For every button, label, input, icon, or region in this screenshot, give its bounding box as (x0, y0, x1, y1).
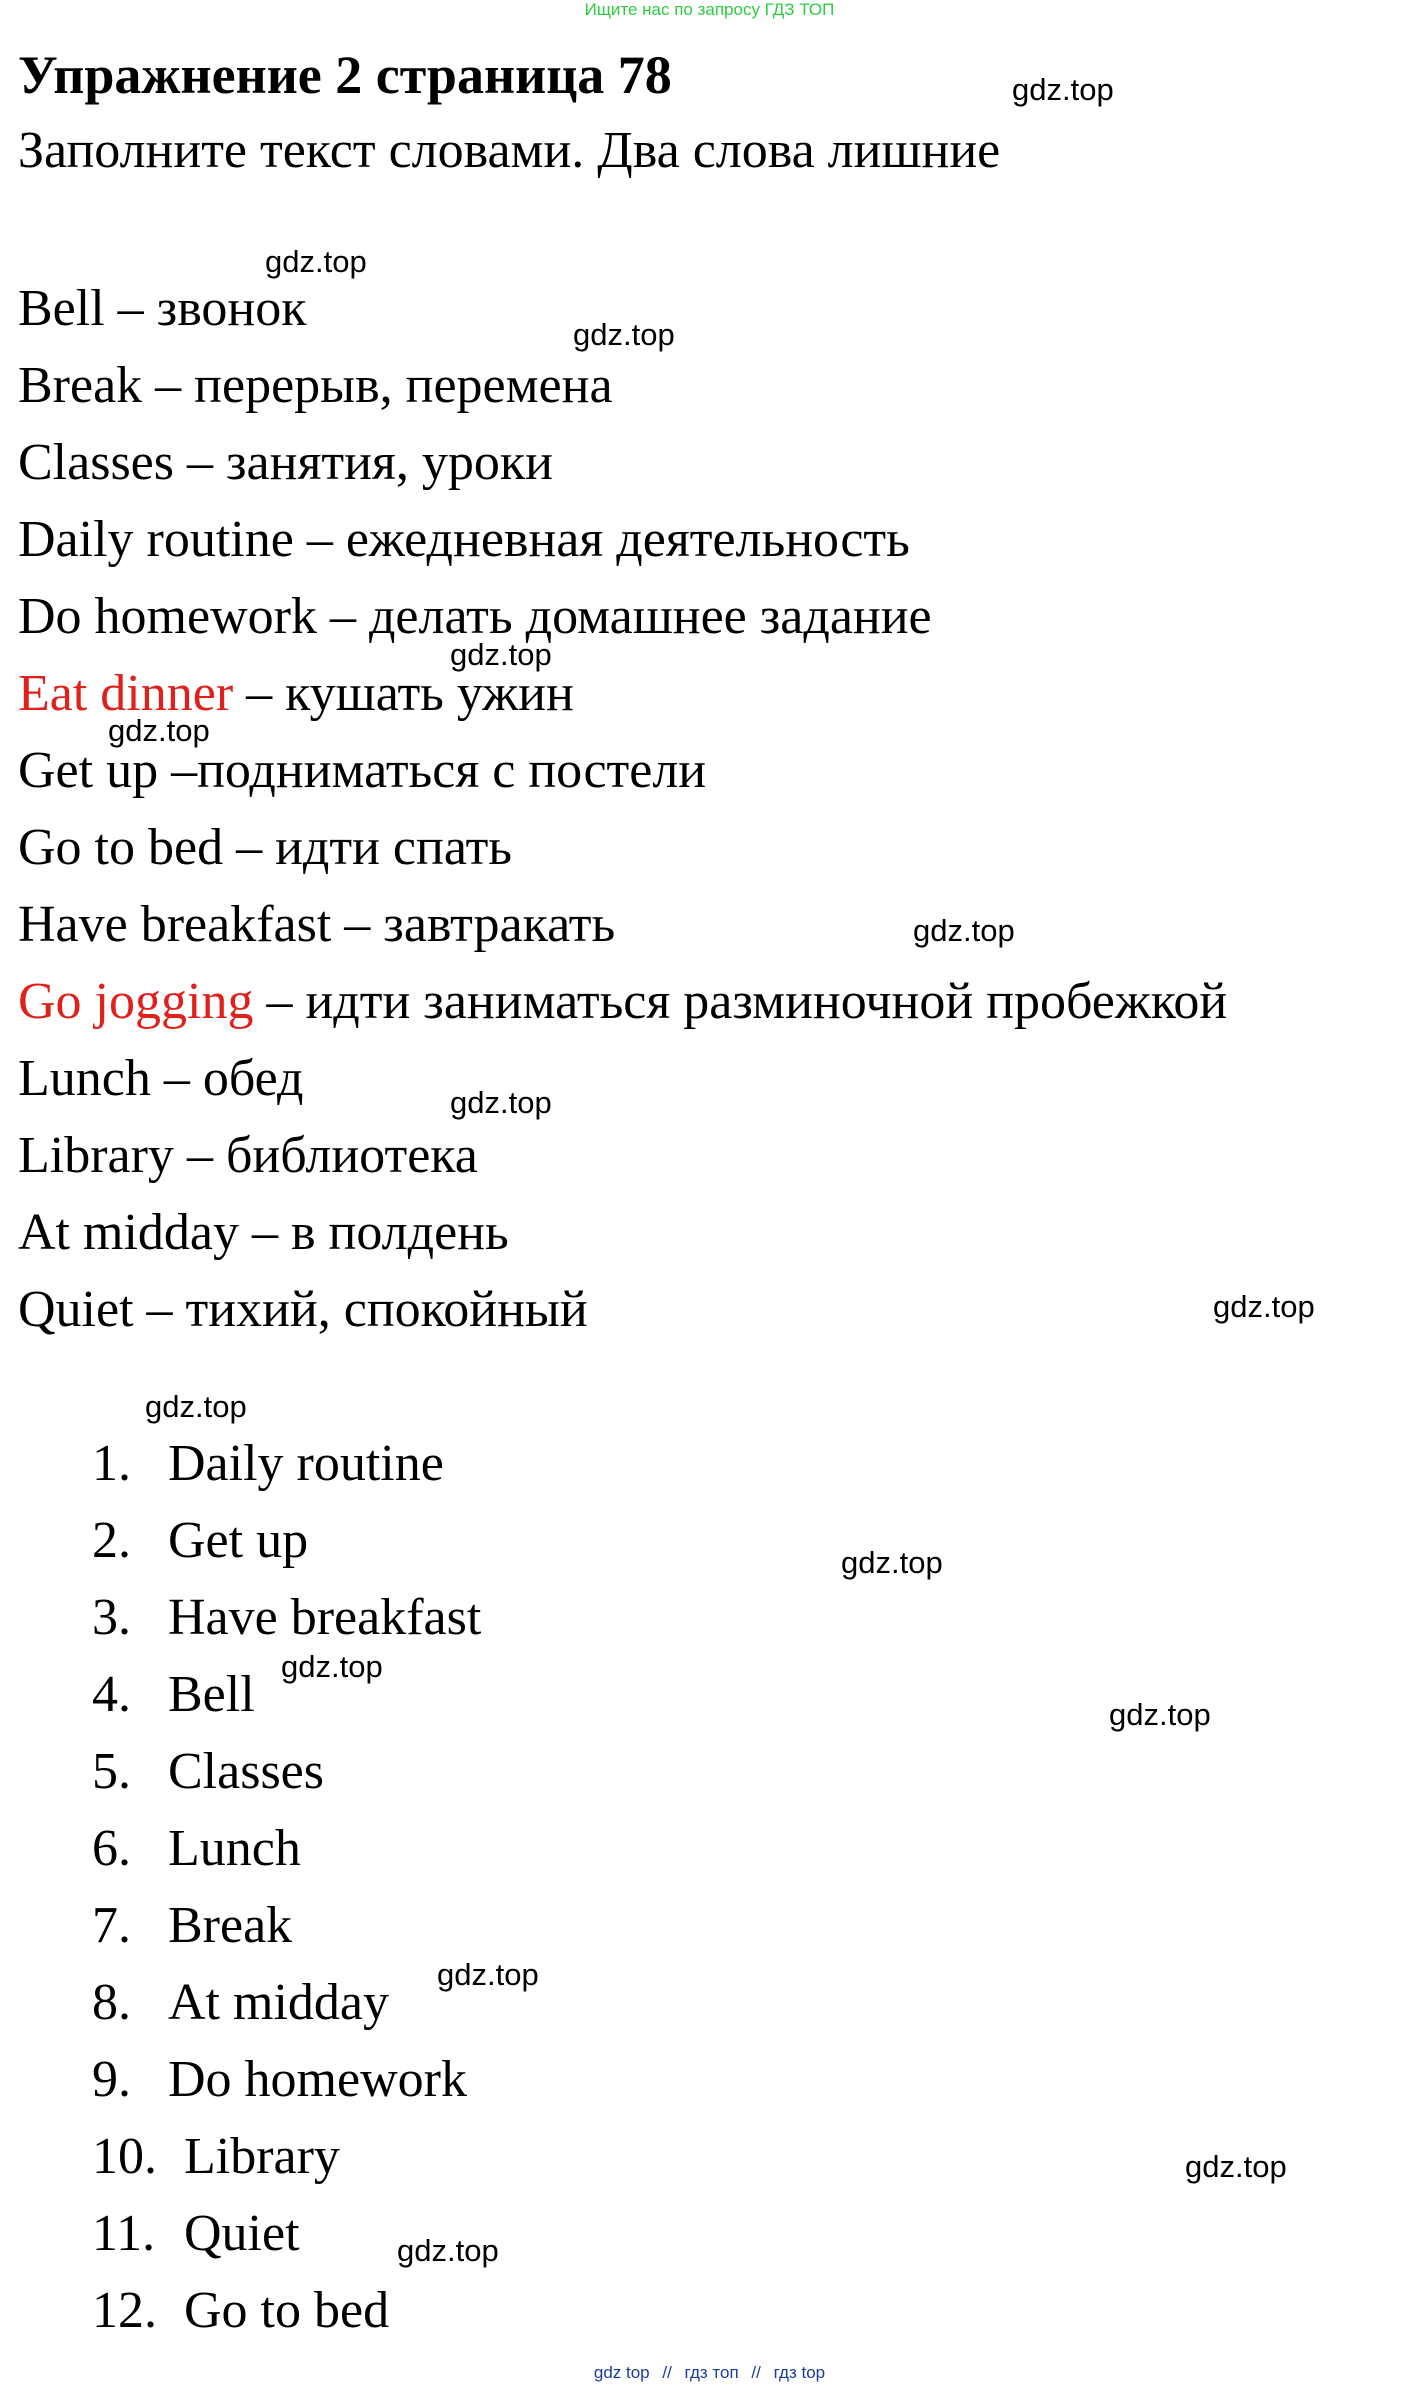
watermark: gdz.top (1012, 72, 1114, 107)
answer-list (92, 1425, 481, 2349)
vocab-item (18, 424, 1227, 501)
vocab-english: Classes (18, 434, 174, 491)
vocab-russian: завтракать (383, 896, 616, 953)
vocab-english: Go to bed (18, 819, 224, 876)
vocab-russian: перерыв, перемена (194, 357, 613, 414)
vocab-separator: – (104, 280, 157, 337)
answer-number: 1. (92, 1435, 131, 1492)
vocab-english: Break (18, 357, 143, 414)
vocab-russian: идти спать (275, 819, 513, 876)
watermark: gdz.top (1109, 1697, 1211, 1732)
vocab-russian: кушать ужин (285, 665, 574, 722)
top-banner[interactable]: Ищите нас по запросу ГДЗ ТОП (584, 0, 835, 19)
vocab-separator: – (133, 1281, 186, 1338)
answer-item (92, 1502, 481, 1579)
watermark: gdz.top (397, 2233, 499, 2268)
vocab-separator: – (293, 511, 346, 568)
answer-item (92, 2272, 481, 2349)
answer-item (92, 1964, 481, 2041)
exercise-instruction: Заполните текст словами. Два слова лишние (18, 122, 1001, 179)
vocab-russian: идти заниматься разминочной пробежкой (305, 973, 1228, 1030)
answer-item (92, 1579, 481, 1656)
vocab-russian: тихий, спокойный (185, 1281, 588, 1338)
vocab-russian: подниматься с постели (197, 742, 707, 799)
watermark: gdz.top (145, 1389, 247, 1424)
vocab-russian: ежедневная деятельность (345, 511, 910, 568)
footer-link[interactable]: гдз топ (684, 2363, 739, 2382)
vocab-russian: обед (202, 1050, 304, 1107)
vocab-russian: библиотека (225, 1127, 478, 1184)
watermark: gdz.top (450, 1085, 552, 1120)
vocab-english: At midday (18, 1204, 239, 1261)
answer-number: 7. (92, 1897, 131, 1954)
footer-links (0, 2362, 1419, 2384)
watermark: gdz.top (841, 1545, 943, 1580)
watermark: gdz.top (265, 244, 367, 279)
vocab-separator: – (142, 357, 195, 414)
vocab-separator: – (331, 896, 384, 953)
answer-text: Go to bed (184, 2282, 390, 2339)
vocab-english: Library (18, 1127, 174, 1184)
answer-text: Daily routine (168, 1435, 444, 1492)
vocab-separator: – (174, 434, 226, 491)
answer-number: 6. (92, 1820, 131, 1877)
vocab-english-extra: Eat dinner (18, 665, 234, 722)
vocab-item (18, 578, 1227, 655)
answer-number: 10. (92, 2128, 157, 2185)
vocab-item (18, 501, 1227, 578)
vocab-english: Quiet (18, 1281, 134, 1338)
watermark: gdz.top (450, 637, 552, 672)
footer-separator: // (751, 2363, 761, 2382)
vocab-item (18, 1194, 1227, 1271)
answer-item (92, 1733, 481, 1810)
vocab-separator: – (158, 742, 198, 799)
watermark: gdz.top (573, 317, 675, 352)
answer-text: Get up (168, 1512, 309, 1569)
footer-link[interactable]: gdz top (593, 2363, 650, 2382)
vocab-separator: – (238, 1204, 291, 1261)
vocab-item (18, 809, 1227, 886)
answer-text: Library (184, 2128, 340, 2185)
answer-number: 2. (92, 1512, 131, 1569)
answer-number: 5. (92, 1743, 131, 1800)
answer-text: Have breakfast (168, 1589, 482, 1646)
watermark: gdz.top (1213, 1289, 1315, 1324)
vocab-item (18, 963, 1227, 1040)
vocab-separator: – (150, 1050, 203, 1107)
vocab-russian: в полдень (290, 1204, 509, 1261)
answer-text: Quiet (184, 2205, 300, 2262)
answer-item (92, 2118, 481, 2195)
watermark: gdz.top (437, 1957, 539, 1992)
answer-text: Break (168, 1897, 293, 1954)
answer-number: 11. (92, 2205, 156, 2262)
answer-text: Do homework (168, 2051, 467, 2108)
watermark: gdz.top (913, 913, 1015, 948)
vocab-english: Have breakfast (18, 896, 332, 953)
answer-text: Bell (168, 1666, 255, 1723)
vocab-item (18, 1040, 1227, 1117)
vocab-separator: – (253, 973, 306, 1030)
vocab-english-extra: Go jogging (18, 973, 254, 1030)
vocab-english: Daily routine (18, 511, 294, 568)
vocab-english: Lunch (18, 1050, 151, 1107)
vocab-russian: занятия, уроки (226, 434, 553, 491)
vocab-item (18, 886, 1227, 963)
footer-separator: // (662, 2363, 672, 2382)
answer-item (92, 1887, 481, 1964)
answer-item (92, 1425, 481, 1502)
vocab-english: Bell (18, 280, 105, 337)
answer-number: 4. (92, 1666, 131, 1723)
vocabulary-list (18, 270, 1227, 1348)
page-title: Упражнение 2 страница 78 (18, 45, 672, 105)
answer-text: At midday (168, 1974, 389, 2031)
answer-text: Lunch (168, 1820, 301, 1877)
vocab-separator: – (223, 819, 276, 876)
vocab-item (18, 347, 1227, 424)
watermark: gdz.top (108, 713, 210, 748)
answer-number: 9. (92, 2051, 131, 2108)
vocab-separator: – (173, 1127, 226, 1184)
vocab-russian: звонок (156, 280, 307, 337)
watermark: gdz.top (1185, 2149, 1287, 2184)
vocab-separator: – (316, 588, 369, 645)
vocab-item (18, 1117, 1227, 1194)
watermark: gdz.top (281, 1649, 383, 1684)
answer-text: Classes (168, 1743, 324, 1800)
footer-link[interactable]: гдз top (773, 2363, 826, 2382)
answer-number: 12. (92, 2282, 157, 2339)
vocab-separator: – (233, 665, 286, 722)
vocab-item (18, 1271, 1227, 1348)
answer-number: 3. (92, 1589, 131, 1646)
answer-item (92, 2041, 481, 2118)
vocab-russian: делать домашнее задание (368, 588, 932, 645)
answer-number: 8. (92, 1974, 131, 2031)
vocab-english: Do homework (18, 588, 317, 645)
vocab-english: Get up (18, 742, 159, 799)
answer-item (92, 1810, 481, 1887)
